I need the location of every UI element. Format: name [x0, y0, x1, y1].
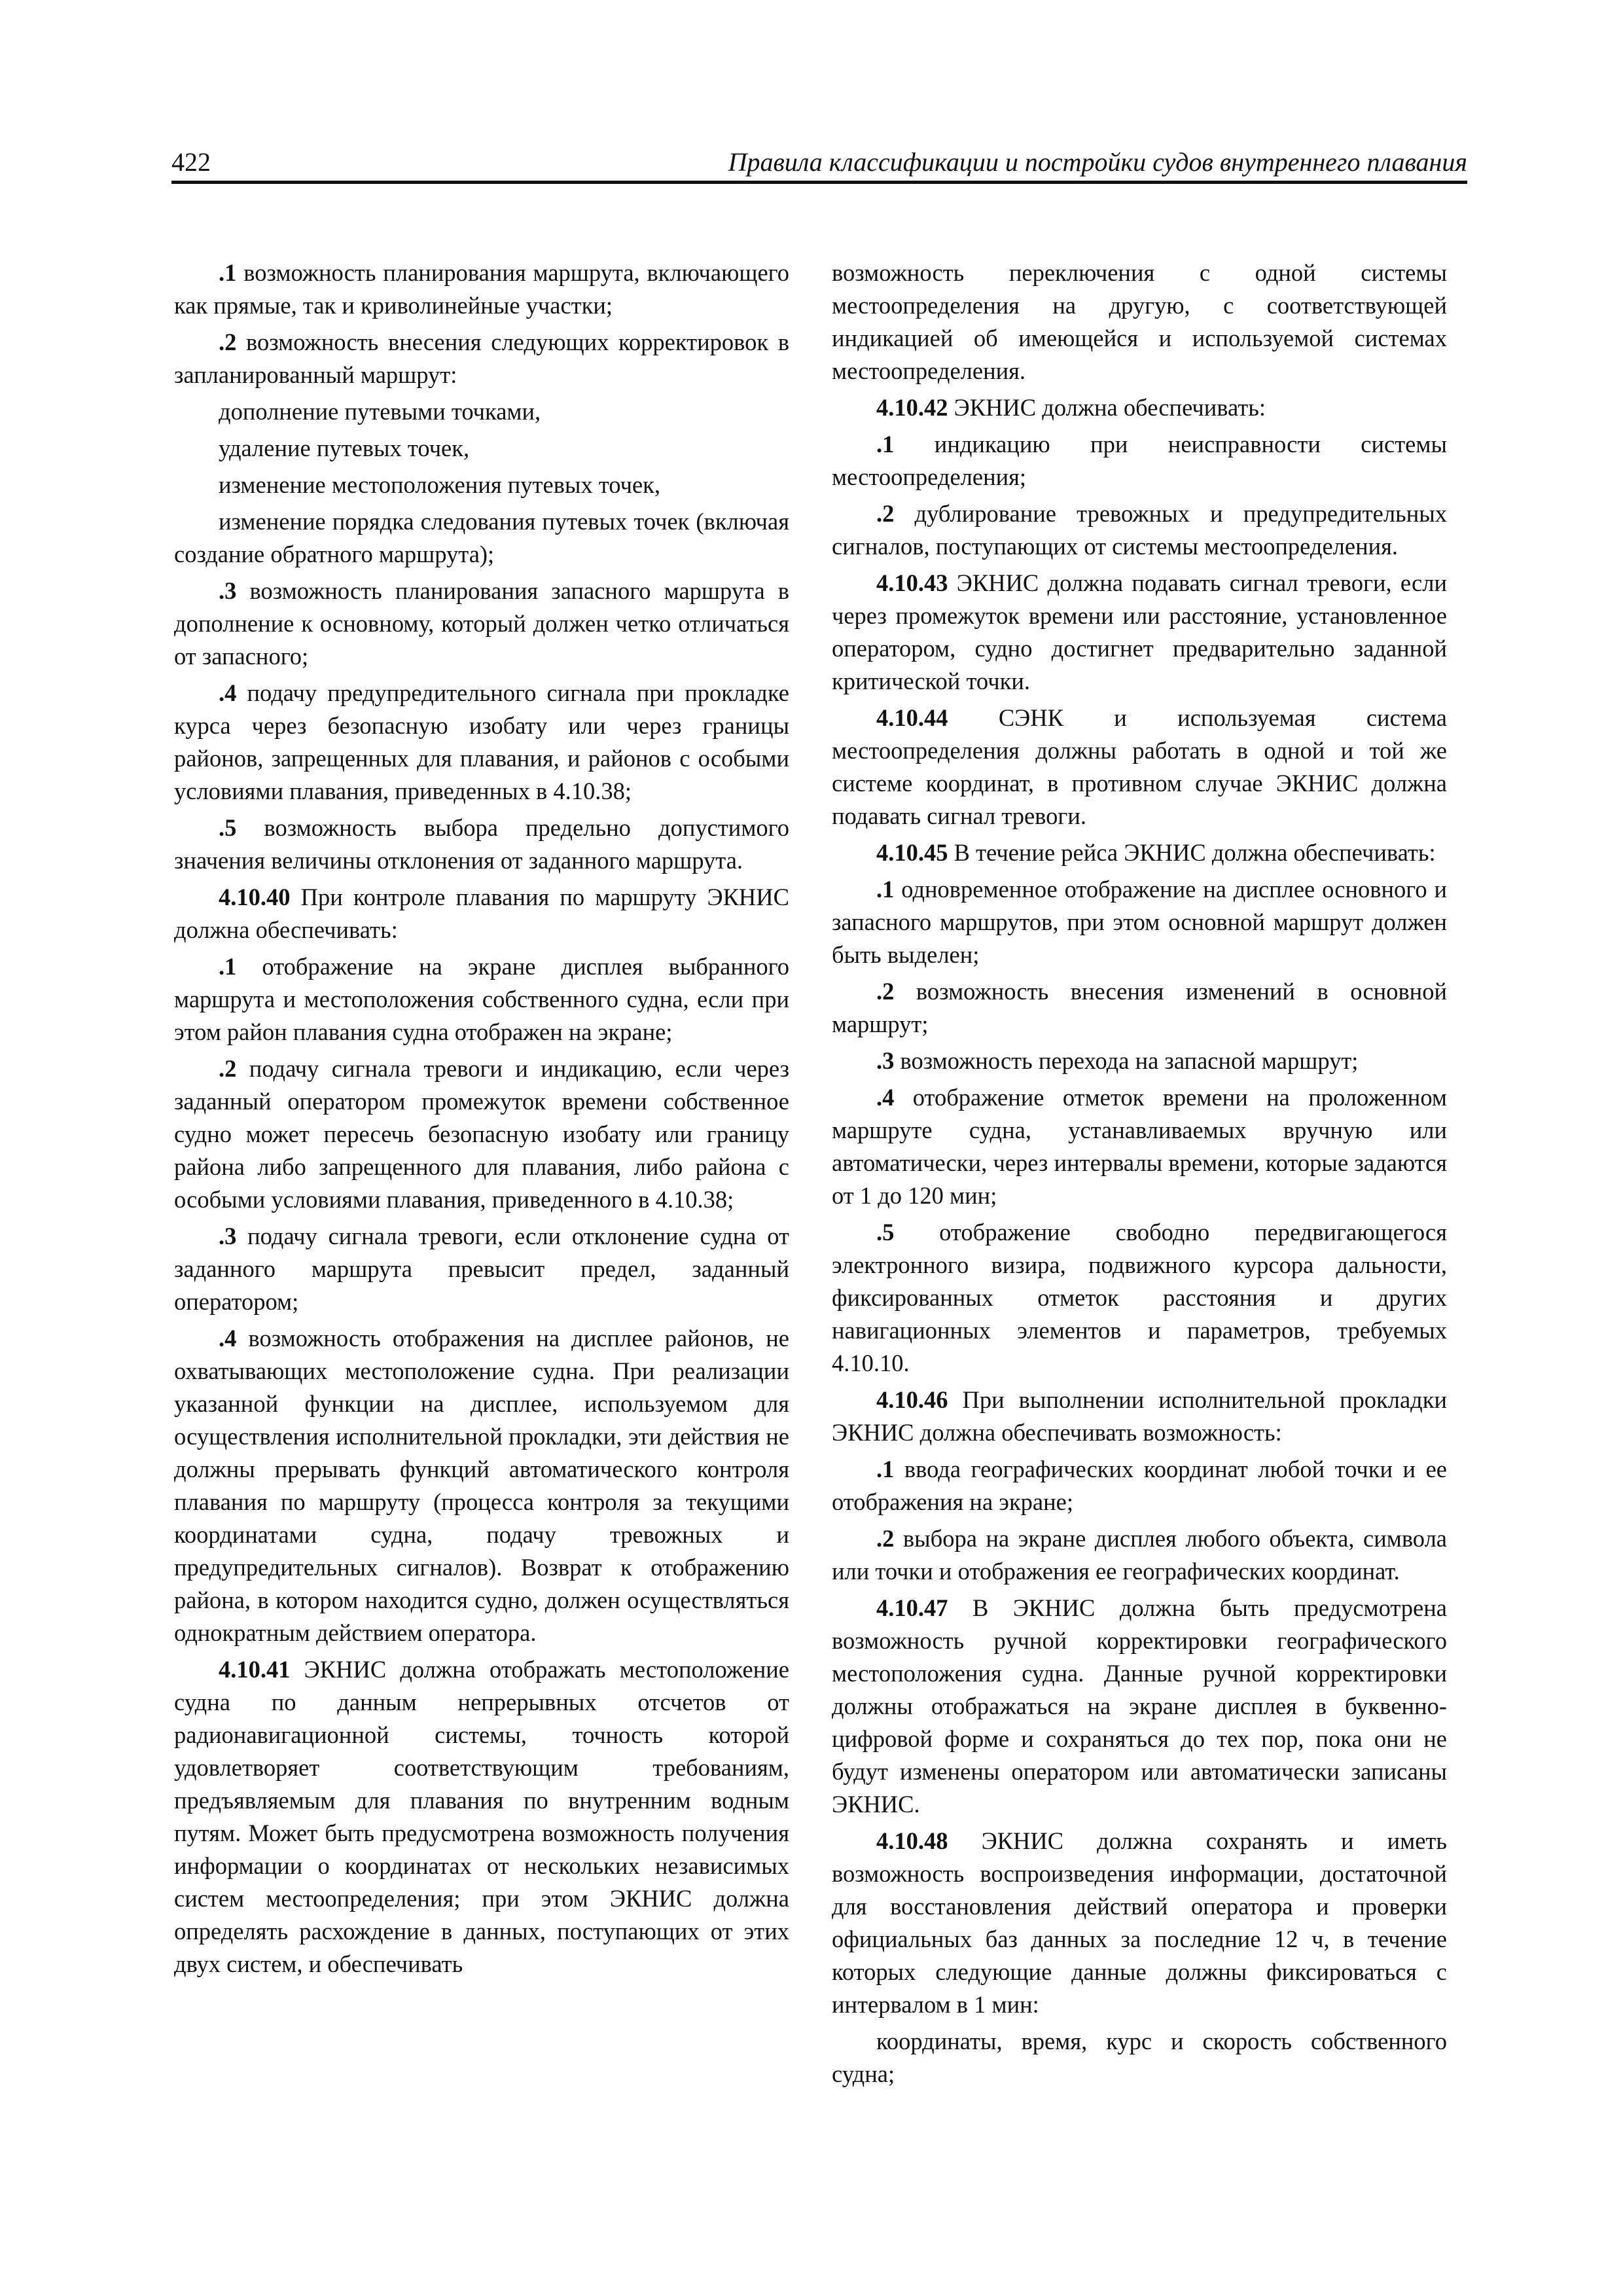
clause-number: 4.10.43 [876, 569, 948, 596]
paragraph-text: изменение местоположения путевых точек, [219, 471, 661, 498]
clause-number: .5 [219, 814, 237, 841]
clause-number: .1 [876, 431, 895, 457]
paragraph [832, 497, 1447, 563]
paragraph-text: возможность планирования запасного маршрута в дополнение к основному, который должен четко отличаться от запасного; [174, 577, 789, 670]
paragraph [832, 257, 1447, 387]
paragraph [174, 950, 789, 1049]
paragraph [832, 1216, 1447, 1380]
clause-number: .1 [219, 953, 237, 980]
paragraph-text: возможность выбора предельно допустимого значения величины отклонения от заданного маршрута. [174, 814, 789, 874]
clause-number: .1 [876, 876, 895, 903]
paragraph-text: выбора на экране дисплея любого объекта, символа или точки и отображения ее географических координат. [832, 1525, 1447, 1585]
paragraph [174, 505, 789, 571]
paragraph [174, 1220, 789, 1318]
paragraph [174, 326, 789, 391]
clause-number: .4 [876, 1084, 895, 1111]
right-text-column [832, 257, 1447, 2142]
paragraph [174, 812, 789, 877]
paragraph-text: подачу сигнала тревоги, если отклонение судна от заданного маршрута превысит предел, заданный оператором; [174, 1223, 789, 1315]
paragraph [832, 1592, 1447, 1821]
clause-number: 4.10.44 [876, 704, 948, 731]
paragraph-text: В ЭКНИС должна быть предусмотрена возможность ручной корректировки географического местоположения судна. Данные ручной корректировки должны отображаться на экране дисплея в буквенно-цифровой форме и сохраняться до тех пор, пока они не будут изменены оператором или автоматически записаны ЭКНИС. [832, 1594, 1447, 1818]
clause-number: .5 [876, 1219, 895, 1246]
paragraph-text: СЭНК и используемая система местоопределения должны работать в одной и той же системе координат, в противном случае ЭКНИС должна подавать сигнал тревоги. [832, 704, 1447, 829]
paragraph-text: ЭКНИС должна подавать сигнал тревоги, если через промежуток времени или расстояние, установленное оператором, судно достигнет предварительно заданной критической точки. [832, 569, 1447, 694]
clause-number: 4.10.47 [876, 1594, 948, 1621]
paragraph [832, 1522, 1447, 1588]
clause-number: 4.10.41 [219, 1656, 291, 1683]
paragraph-text: При контроле плавания по маршруту ЭКНИС должна обеспечивать: [174, 884, 789, 943]
paragraph [832, 702, 1447, 833]
paragraph [832, 567, 1447, 698]
clause-number: 4.10.42 [876, 394, 948, 421]
paragraph-text: ввода географических координат любой точки и ее отображения на экране; [832, 1456, 1447, 1515]
paragraph [832, 1453, 1447, 1518]
paragraph-text: возможность внесения изменений в основной маршрут; [832, 978, 1447, 1037]
paragraph [832, 391, 1447, 424]
paragraph-text: отображение отметок времени на проложенном маршруте судна, устанавливаемых вручную или автоматически, через интервалы времени, которые задаются от 1 до 120 мин; [832, 1084, 1447, 1209]
running-header-title: Правила классификации и постройки судов внутреннего плавания [728, 147, 1467, 177]
paragraph-text: подачу сигнала тревоги и индикацию, если через заданный оператором промежуток времени собственное судно может пересечь безопасную изобату или границу района либо запрещенного для плавания, либо района с особыми условиями плавания, приведенного в 4.10.38; [174, 1055, 789, 1213]
paragraph-text: возможность планирования маршрута, включающего как прямые, так и криволинейные участки; [174, 259, 789, 319]
clause-number: 4.10.46 [876, 1386, 948, 1413]
paragraph-text: дублирование тревожных и предупредительных сигналов, поступающих от системы местоопределения. [832, 500, 1447, 560]
paragraph-text: ЭКНИС должна обеспечивать: [948, 394, 1266, 421]
paragraph [174, 395, 789, 428]
paragraph-text: В течение рейса ЭКНИС должна обеспечивать: [948, 839, 1436, 866]
clause-number: .3 [219, 577, 237, 604]
page-header [171, 147, 1467, 184]
paragraph-text: ЭКНИС должна сохранять и иметь возможность воспроизведения информации, достаточной для восстановления действий оператора и проверки официальных баз данных за последние 12 ч, в течение которых следующие данные должны фиксироваться с интервалом в 1 мин: [832, 1827, 1447, 2018]
clause-number: .3 [219, 1223, 237, 1249]
paragraph [832, 1045, 1447, 1077]
clause-number: .2 [876, 978, 895, 1005]
clause-number: 4.10.45 [876, 839, 948, 866]
paragraph [832, 428, 1447, 493]
paragraph-text: дополнение путевыми точками, [219, 398, 541, 425]
paragraph [832, 1384, 1447, 1449]
paragraph [174, 1052, 789, 1216]
paragraph [174, 469, 789, 501]
clause-number: 4.10.40 [219, 884, 291, 910]
paragraph-text: При выполнении исполнительной прокладки ЭКНИС должна обеспечивать возможность: [832, 1386, 1447, 1446]
clause-number: .3 [876, 1047, 895, 1074]
page-number: 422 [171, 147, 211, 177]
paragraph [174, 677, 789, 808]
clause-number: .2 [219, 329, 237, 355]
paragraph-text: возможность перехода на запасной маршрут; [894, 1047, 1359, 1074]
paragraph-text: одновременное отображение на дисплее основного и запасного маршрутов, при этом основной маршрут должен быть выделен; [832, 876, 1447, 968]
left-text-column [174, 257, 789, 2142]
clause-number: .1 [219, 259, 237, 286]
paragraph [174, 1322, 789, 1649]
clause-number: .2 [876, 1525, 895, 1552]
clause-number: .2 [219, 1055, 237, 1082]
paragraph [174, 1653, 789, 1981]
paragraph-text: удаление путевых точек, [219, 435, 470, 461]
clause-number: 4.10.48 [876, 1827, 948, 1854]
paragraph-text: подачу предупредительного сигнала при прокладке курса через безопасную изобату или через границы районов, запрещенных для плавания, и районов с особыми условиями плавания, приведенных в 4.10.38; [174, 679, 789, 804]
paragraph [174, 575, 789, 673]
paragraph [832, 873, 1447, 971]
clause-number: .4 [219, 1325, 237, 1352]
paragraph [832, 2025, 1447, 2090]
clause-number: .2 [876, 500, 895, 527]
paragraph [174, 257, 789, 322]
paragraph [832, 1825, 1447, 2021]
paragraph [174, 881, 789, 946]
paragraph-text: отображение свободно передвигающегося электронного визира, подвижного курсора дальности, фиксированных отметок расстояния и других навигационных элементов и параметров, требуемых 4.10.10. [832, 1219, 1447, 1376]
clause-number: .1 [876, 1456, 895, 1482]
paragraph-text: координаты, время, курс и скорость собственного судна; [832, 2028, 1447, 2087]
paragraph [174, 432, 789, 465]
paragraph-text: возможность переключения с одной системы местоопределения на другую, с соответствующей индикацией об имеющейся и используемой системах местоопределения. [832, 259, 1447, 384]
paragraph [832, 836, 1447, 869]
paragraph-text: отображение на экране дисплея выбранного маршрута и местоположения собственного судна, если при этом район плавания судна отображен на экране; [174, 953, 789, 1045]
paragraph-text: возможность отображения на дисплее районов, не охватывающих местоположение судна. При реализации указанной функции на дисплее, используемом для осуществления исполнительной прокладки, эти действия не должны прерывать функций автоматического контроля плавания по маршруту (процесса контроля за текущими координатами судна, подачу тревожных и предупредительных сигналов). Возврат к отображению района, в котором находится судно, должен осуществляться однократным действием оператора. [174, 1325, 789, 1646]
paragraph-text: возможность внесения следующих корректировок в запланированный маршрут: [174, 329, 789, 388]
paragraph-text: изменение порядка следования путевых точек (включая создание обратного маршрута); [174, 508, 789, 567]
paragraph [832, 975, 1447, 1041]
paragraph-text: индикацию при неисправности системы местоопределения; [832, 431, 1447, 490]
paragraph [832, 1081, 1447, 1212]
paragraph-text: ЭКНИС должна отображать местоположение судна по данным непрерывных отсчетов от радионавигационной системы, точность которой удовлетворяет соответствующим требованиям, предъявляемым для плавания по внутренним водным путям. Может быть предусмотрена возможность получения информации о координатах от нескольких независимых систем местоопределения; при этом ЭКНИС должна определять расхождение в данных, поступающих от этих двух систем, и обеспечивать [174, 1656, 789, 1977]
clause-number: .4 [219, 679, 237, 706]
